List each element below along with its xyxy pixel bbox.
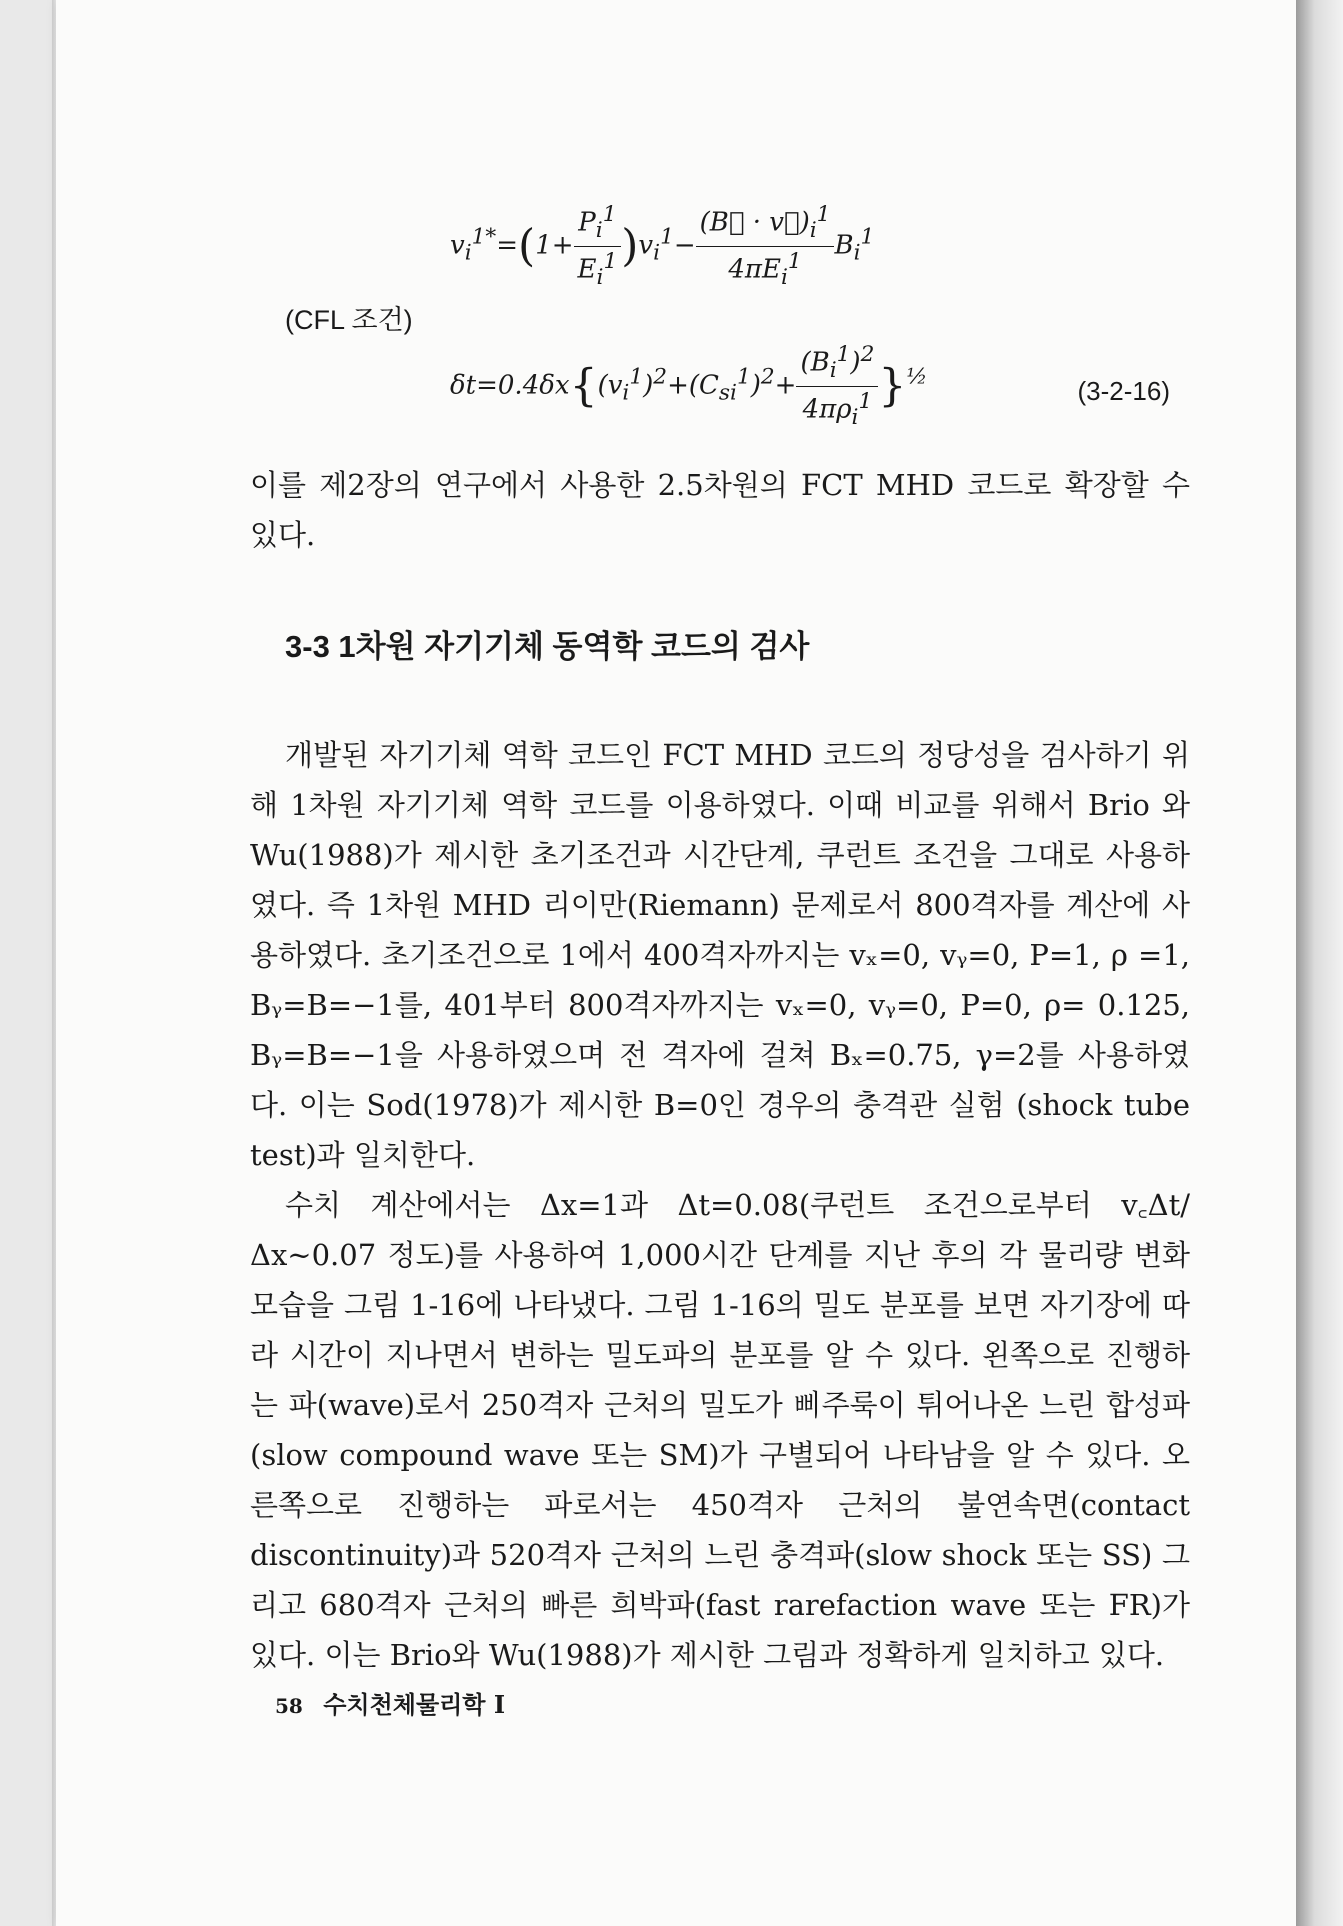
section-heading: 3-3 1차원 자기기체 동역학 코드의 검사 <box>285 629 810 664</box>
paragraph-2: 개발된 자기기체 역학 코드인 FCT MHD 코드의 정당성을 검사하기 위해 1차원 자기기체 역학 코드를 이용하였다. 이때 비교를 위해서 Brio 와 Wu(1988)가 제시한 초기조건과 시간단계, 쿠런트 조건을 그대로 사용하였다. 즉 1차원 MHD 리이만(Riemann) 문제로서 800격자를 계산에 사용하였다. 초기조건으로 1에서 400격자까지는 vₓ=0, vᵧ=0, P=1, ρ =1, Bᵧ=B=−1를, 401부터 800격자까지는 vₓ=0, vᵧ=0, P=0, ρ= 0.125, Bᵧ=B=−1을 사용하였으며 전 격자에 걸쳐 Bₓ=0.75, γ=2를 사용하였다. 이는 Sod(1978)가 제시한 B=0인 경우의 충격관 실험 (shock tube test)과 일치한다. <box>250 738 1190 1172</box>
page-number: 58 <box>275 1694 303 1718</box>
book-title: 수치천체물리학 I <box>323 1690 506 1719</box>
equation-1: $v_i^{1*}=(1+$ $\frac{P_i^1}{E_i^1}$ )$v_i^1-$ $\frac{(B⃗ \cdot v⃗)_i^1}{4\pi E_i^1}$ $B_i^1$ <box>450 202 875 290</box>
equation-1-block <box>250 190 1190 340</box>
cfl-label: (CFL 조건) <box>285 305 413 335</box>
equation-number: (3-2-16) <box>1077 376 1170 406</box>
paragraph-1: 이를 제2장의 연구에서 사용한 2.5차원의 FCT MHD 코드로 확장할 수 있다. <box>250 468 1190 552</box>
page-edge-right <box>1296 0 1343 1926</box>
equation-2: $\delta t=0.4\delta x\{(v_i^1)^2+(C_{si}^1)^2+$ $\frac{(B_i^1)^2}{4\pi\rho_i^1}$ }$^{\frac{1}{2}}$ <box>450 342 928 430</box>
paragraph-3: 수치 계산에서는 Δx=1과 Δt=0.08(쿠런트 조건으로부터 v꜀Δt/Δx~0.07 정도)를 사용하여 1,000시간 단계를 지난 후의 각 물리량 변화 모습을 그림 1-16에 나타냈다. 그림 1-16의 밀도 분포를 보면 자기장에 따라 시간이 지나면서 변하는 밀도파의 분포를 알 수 있다. 왼쪽으로 진행하는 파(wave)로서 250격자 근처의 밀도가 삐주룩이 튀어나온 느린 합성파 (slow compound wave 또는 SM)가 구별되어 나타남을 알 수 있다. 오른쪽으로 진행하는 파로서는 450격자 근처의 불연속면(contact discontinuity)과 520격자 근처의 느린 충격파(slow shock 또는 SS) 그리고 680격자 근처의 빠른 희박파(fast rarefaction wave 또는 FR)가 있다. 이는 Brio와 Wu(1988)가 제시한 그림과 정확하게 일치하고 있다. <box>250 1188 1190 1672</box>
equation-2-block <box>250 340 1190 460</box>
page-footer <box>275 1685 505 1720</box>
page-content <box>250 190 1190 1680</box>
